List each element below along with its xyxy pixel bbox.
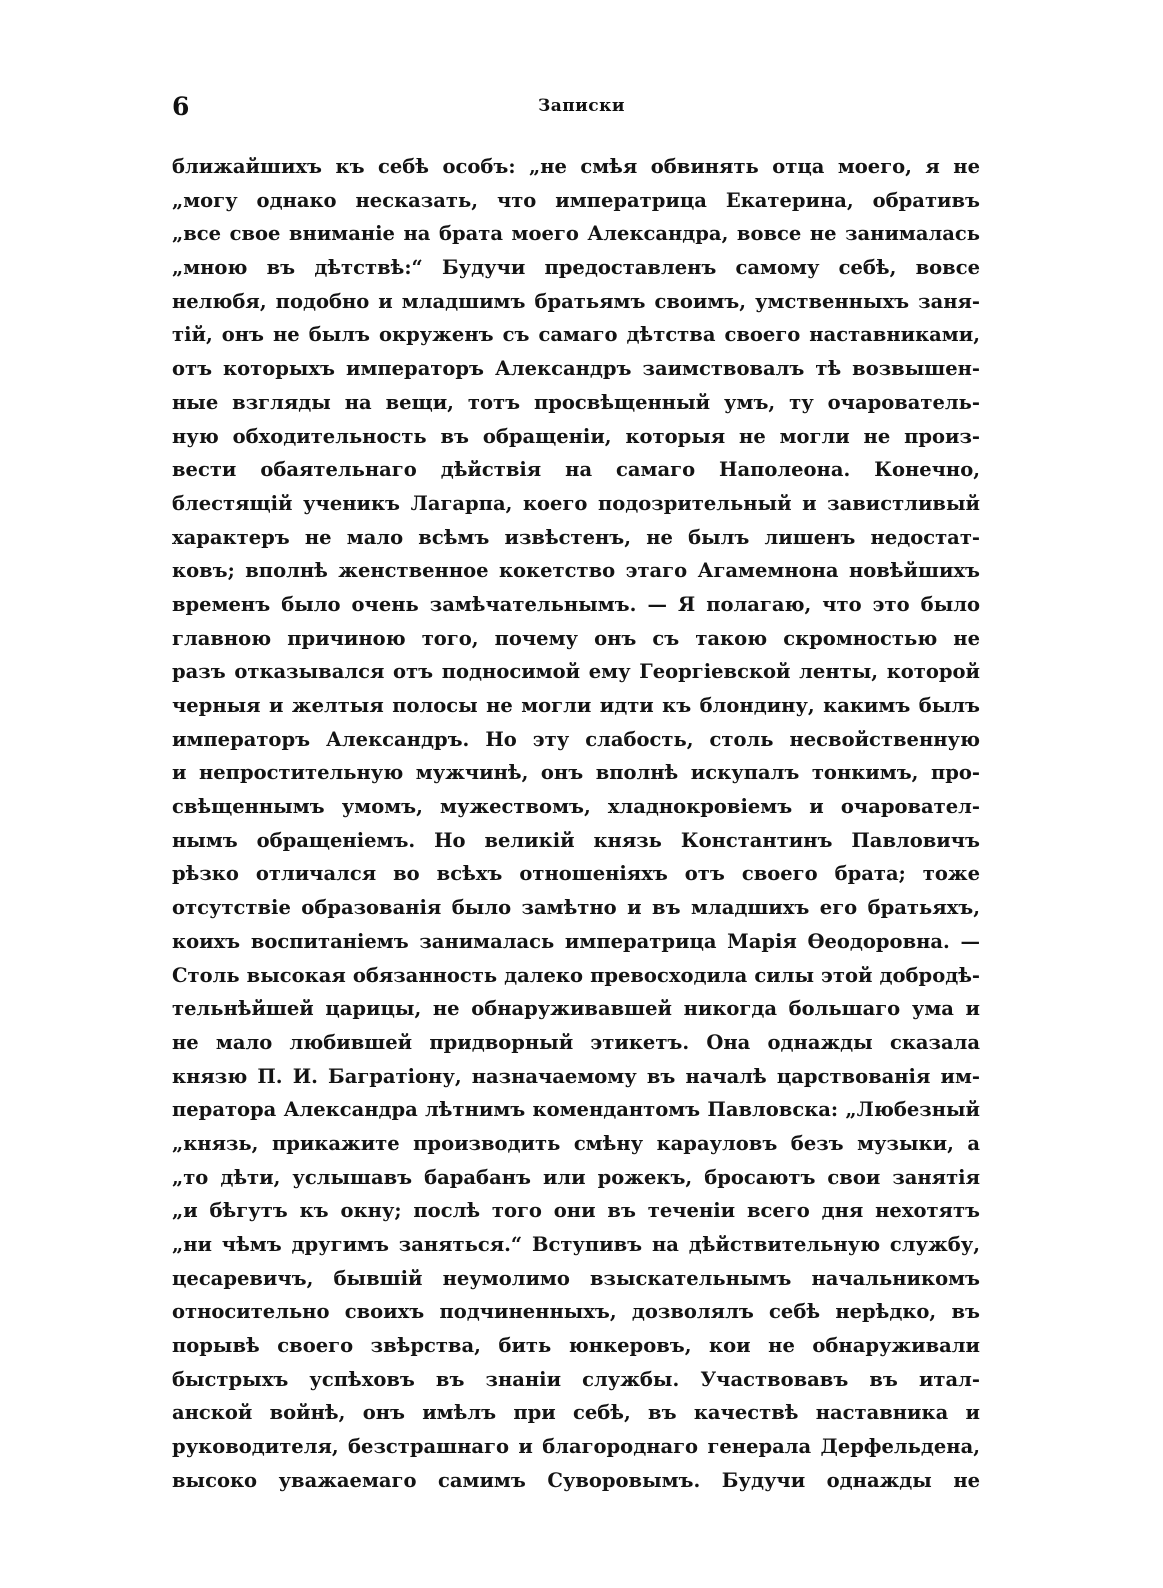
text-line: отъ которыхъ императоръ Александръ заимствовалъ тѣ возвышен-	[172, 357, 980, 381]
text-line: относительно своихъ подчиненныхъ, дозволялъ себѣ нерѣдко, въ	[172, 1300, 980, 1324]
text-line: высоко уважаемаго самимъ Суворовымъ. Будучи однажды не	[172, 1468, 980, 1492]
text-line: нымъ обращеніемъ. Но великій князь Константинъ Павловичъ	[172, 828, 980, 852]
text-line: ные взгляды на вещи, тотъ просвѣщенный умъ, ту очарователь-	[172, 390, 980, 414]
text-line: „мною въ дѣтствѣ:“ Будучи предоставленъ самому себѣ, вовсе	[172, 256, 980, 280]
text-line: характеръ не мало всѣмъ извѣстенъ, не былъ лишенъ недостат-	[172, 525, 980, 549]
text-line: вести обаятельнаго дѣйствія на самаго Наполеона. Конечно,	[172, 458, 980, 482]
text-line: нелюбя, подобно и младшимъ братьямъ своимъ, умственныхъ заня-	[172, 289, 980, 313]
text-line: императоръ Александръ. Но эту слабость, столь несвойственную	[172, 727, 980, 751]
text-line: блестящій ученикъ Лагарпа, коего подозрительный и завистливый	[172, 491, 980, 515]
page-number: 6	[172, 92, 190, 121]
text-line: князю П. И. Багратіону, назначаемому въ началѣ царствованія им-	[172, 1064, 980, 1088]
text-line: отсутствіе образованія было замѣтно и въ младшихъ его братьяхъ,	[172, 896, 980, 920]
text-line: руководителя, безстрашнаго и благороднаго генерала Дерфельдена,	[172, 1435, 980, 1459]
text-line: черныя и желтыя полосы не могли идти къ блондину, какимъ былъ	[172, 694, 980, 717]
text-line: анской войнѣ, онъ имѣлъ при себѣ, въ качествѣ наставника и	[172, 1401, 980, 1425]
text-line: „то дѣти, услышавъ барабанъ или рожекъ, бросаютъ свои занятія	[172, 1165, 980, 1189]
text-line: главною причиною того, почему онъ съ такою скромностью не	[172, 626, 980, 650]
text-line: цесаревичъ, бывшій неумолимо взыскательнымъ начальникомъ	[172, 1266, 980, 1290]
text-line: ную обходительность въ обращеніи, которыя не могли не произ-	[172, 424, 980, 448]
running-title: Записки	[537, 96, 626, 116]
text-line: „и бѣгутъ къ окну; послѣ того они въ теченіи всего дня нехотятъ	[172, 1199, 980, 1223]
text-line: рѣзко отличался во всѣхъ отношеніяхъ отъ своего брата; тоже	[172, 862, 980, 886]
text-line: порывѣ своего звѣрства, бить юнкеровъ, кои не обнаруживали	[172, 1334, 980, 1358]
text-line: коихъ воспитаніемъ занималась императрица Марія Ѳеодоровна. —	[172, 929, 980, 953]
text-line: ближайшихъ къ себѣ особъ: „не смѣя обвинять отца моего, я не	[172, 155, 980, 178]
text-line: быстрыхъ успѣховъ въ знаніи службы. Участвовавъ въ итал-	[172, 1367, 980, 1391]
text-line: разъ отказывался отъ подносимой ему Георгіевской ленты, которой	[172, 660, 980, 684]
text-line: свѣщеннымъ умомъ, мужествомъ, хладнокровіемъ и очаровател-	[172, 795, 980, 819]
text-line: тій, онъ не былъ окруженъ съ самаго дѣтства своего наставниками,	[172, 323, 980, 347]
text-line: тельнѣйшей царицы, не обнаруживавшей никогда большаго ума и	[172, 997, 980, 1021]
text-line: временъ было очень замѣчательнымъ. — Я полагаю, что это было	[172, 592, 980, 616]
text-line: „ни чѣмъ другимъ заняться.“ Вступивъ на дѣйствительную службу,	[172, 1233, 980, 1256]
text-line: „все свое вниманіе на брата моего Александра, вовсе не занималась	[172, 222, 980, 246]
text-line: и непростительную мужчинѣ, онъ вполнѣ искупалъ тонкимъ, про-	[172, 761, 980, 785]
text-line: Столь высокая обязанность далеко превосходила силы этой добродѣ-	[172, 963, 980, 987]
text-line: ператора Александра лѣтнимъ комендантомъ Павловска: „Любезный	[172, 1098, 980, 1122]
text-line: „князь, прикажите производить смѣну карауловъ безъ музыки, а	[172, 1131, 980, 1155]
text-line: ковъ; вполнѣ женственное кокетство этаго Агамемнона новѣйшихъ	[172, 559, 980, 583]
text-line: „могу однако несказать, что императрица Екатерина, обративъ	[172, 188, 980, 212]
body-text	[172, 150, 980, 1498]
text-line: не мало любившей придворный этикетъ. Она однажды сказала	[172, 1030, 980, 1054]
